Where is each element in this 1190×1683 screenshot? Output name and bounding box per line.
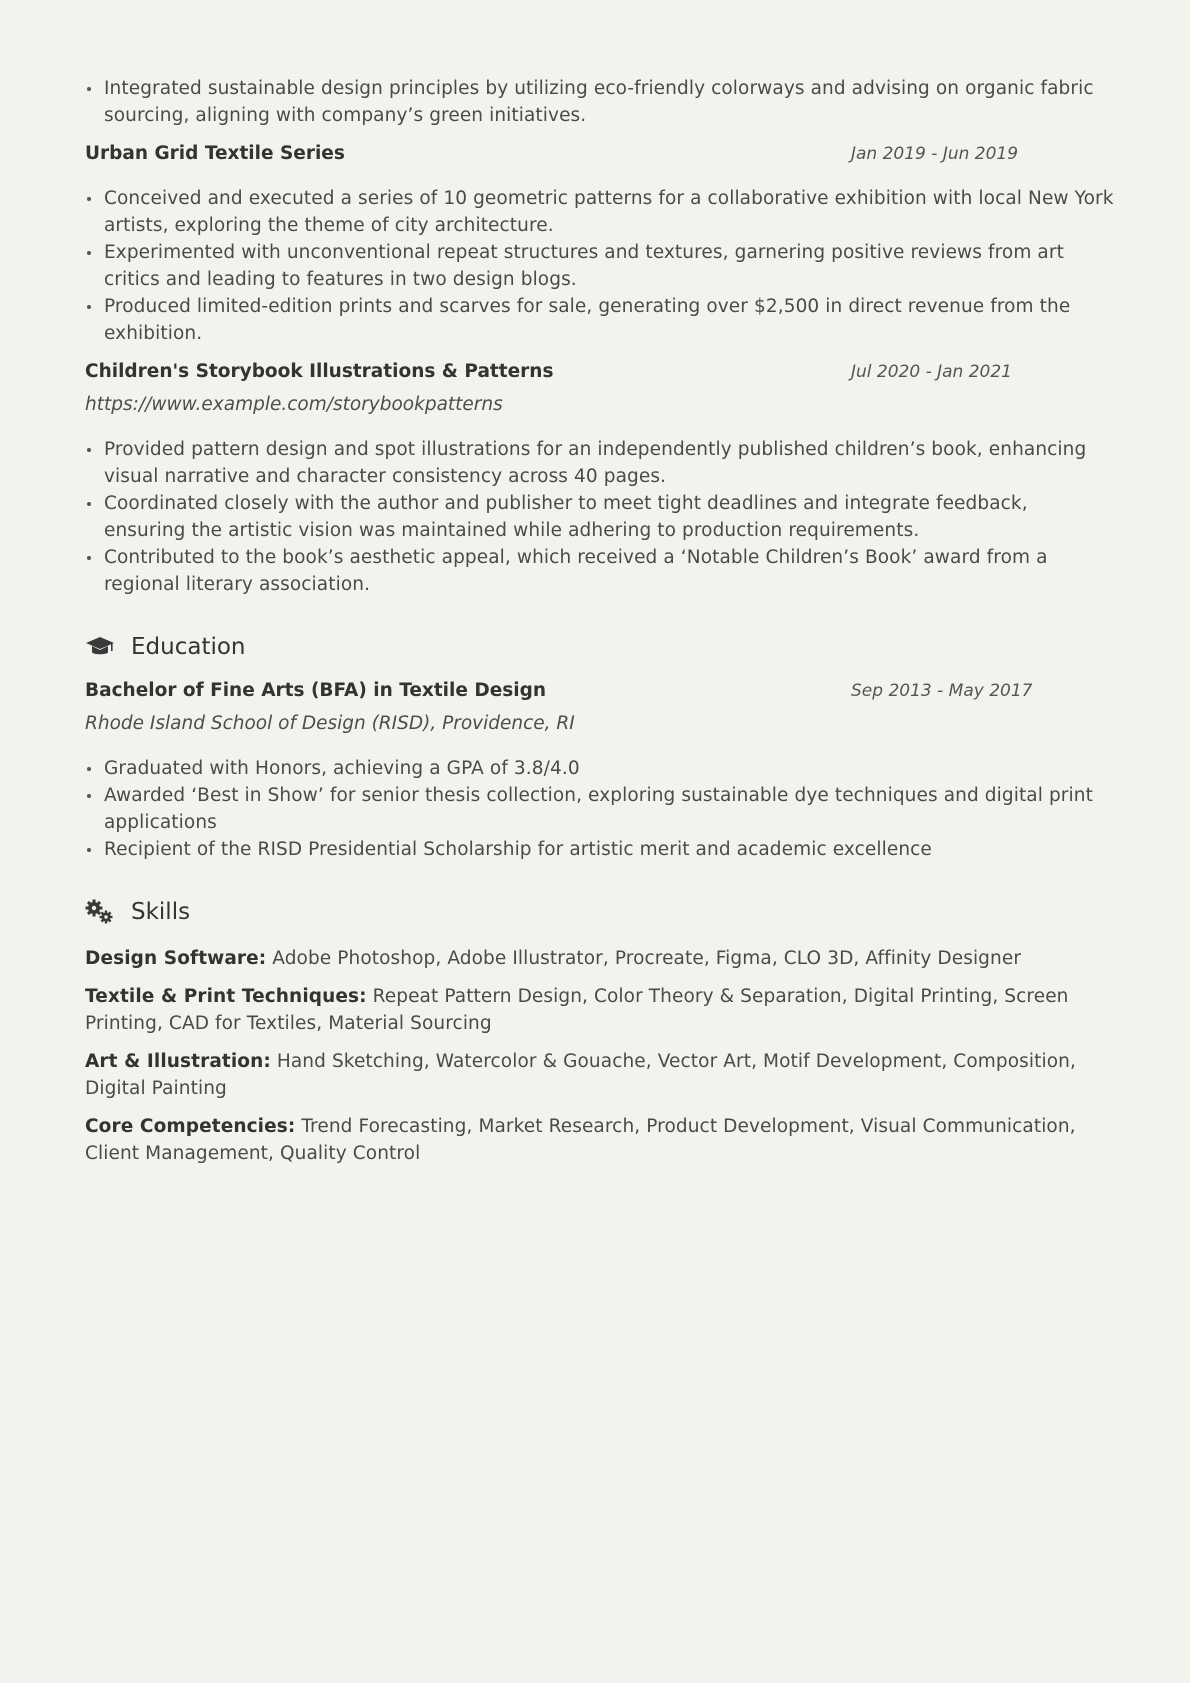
skill-value: Trend Forecasting, Market Research, Product Development, Visual Communication, Client Management, Quality Control xyxy=(85,1116,1076,1164)
skills-list xyxy=(85,945,1115,1167)
institution: Rhode Island School of Design (RISD), Providence, RI xyxy=(85,713,575,734)
skill-value: Adobe Photoshop, Adobe Illustrator, Procreate, Figma, CLO 3D, Affinity Designer xyxy=(272,948,1022,969)
list-item: Integrated sustainable design principles by utilizing eco-friendly colorways and advising on organic fabric sourcing, aligning with company’s green initiatives. xyxy=(85,75,1115,129)
entry-date: Jul 2020 - Jan 2021 xyxy=(851,362,1012,382)
skill-label: Design Software: xyxy=(85,948,267,969)
skill-label: Art & Illustration: xyxy=(85,1051,271,1072)
list-item: Coordinated closely with the author and publisher to meet tight deadlines and integrate feedback, ensuring the artistic vision was maintained while adhering to production requirements. xyxy=(85,490,1115,544)
list-item: Awarded ‘Best in Show’ for senior thesis collection, exploring sustainable dye techniques and digital print applications xyxy=(85,782,1115,836)
skill-label: Core Competencies: xyxy=(85,1116,296,1137)
entry-bullets xyxy=(85,436,1115,598)
skill-row xyxy=(85,1113,1115,1167)
list-item: Recipient of the RISD Presidential Scholarship for artistic merit and academic excellence xyxy=(85,836,1115,863)
entry-bullets xyxy=(85,185,1115,347)
skill-row xyxy=(85,945,1115,972)
list-item: Produced limited-edition prints and scarves for sale, generating over $2,500 in direct revenue from the exhibition. xyxy=(85,293,1115,347)
section-title: Skills xyxy=(131,899,191,925)
project-entry-urban-grid xyxy=(85,141,1115,347)
entry-header xyxy=(85,678,1115,704)
degree-title: Bachelor of Fine Arts (BFA) in Textile Design xyxy=(85,680,547,701)
skills-section xyxy=(85,895,1115,1167)
entry-title: Children's Storybook Illustrations & Patterns xyxy=(85,361,554,382)
resume-page xyxy=(85,75,1115,1167)
skill-row xyxy=(85,1048,1115,1102)
skill-label: Textile & Print Techniques: xyxy=(85,986,367,1007)
project-link[interactable]: https://www.example.com/storybookpatterns xyxy=(85,394,503,415)
entry-bullets xyxy=(85,755,1115,863)
section-header xyxy=(85,630,1115,664)
section-title: Education xyxy=(131,634,246,660)
entry-header xyxy=(85,359,1115,385)
graduation-cap-icon xyxy=(85,634,115,660)
entry-title: Urban Grid Textile Series xyxy=(85,143,345,164)
skill-value: Hand Sketching, Watercolor & Gouache, Vector Art, Motif Development, Composition, Digital Painting xyxy=(85,1051,1076,1099)
list-item: Contributed to the book’s aesthetic appeal, which received a ‘Notable Children’s Book’ award from a regional literary association. xyxy=(85,544,1115,598)
entry-date: Sep 2013 - May 2017 xyxy=(851,681,1033,701)
list-item: Experimented with unconventional repeat structures and textures, garnering positive reviews from art critics and leading to features in two design blogs. xyxy=(85,239,1115,293)
entry-header xyxy=(85,141,1115,167)
project-entry-storybook xyxy=(85,359,1115,598)
list-item: Provided pattern design and spot illustrations for an independently published children’s book, enhancing visual narrative and character consistency across 40 pages. xyxy=(85,436,1115,490)
previous-entry-bullets xyxy=(85,75,1115,129)
entry-date: Jan 2019 - Jun 2019 xyxy=(851,144,1019,164)
education-section xyxy=(85,630,1115,863)
skill-value: Repeat Pattern Design, Color Theory & Separation, Digital Printing, Screen Printing, CAD for Textiles, Material Sourcing xyxy=(85,986,1069,1034)
section-header xyxy=(85,895,1115,929)
list-item: Conceived and executed a series of 10 geometric patterns for a collaborative exhibition with local New York artists, exploring the theme of city architecture. xyxy=(85,185,1115,239)
education-entry xyxy=(85,678,1115,863)
gears-icon xyxy=(85,899,115,925)
skill-row xyxy=(85,983,1115,1037)
list-item: Graduated with Honors, achieving a GPA of 3.8/4.0 xyxy=(85,755,1115,782)
